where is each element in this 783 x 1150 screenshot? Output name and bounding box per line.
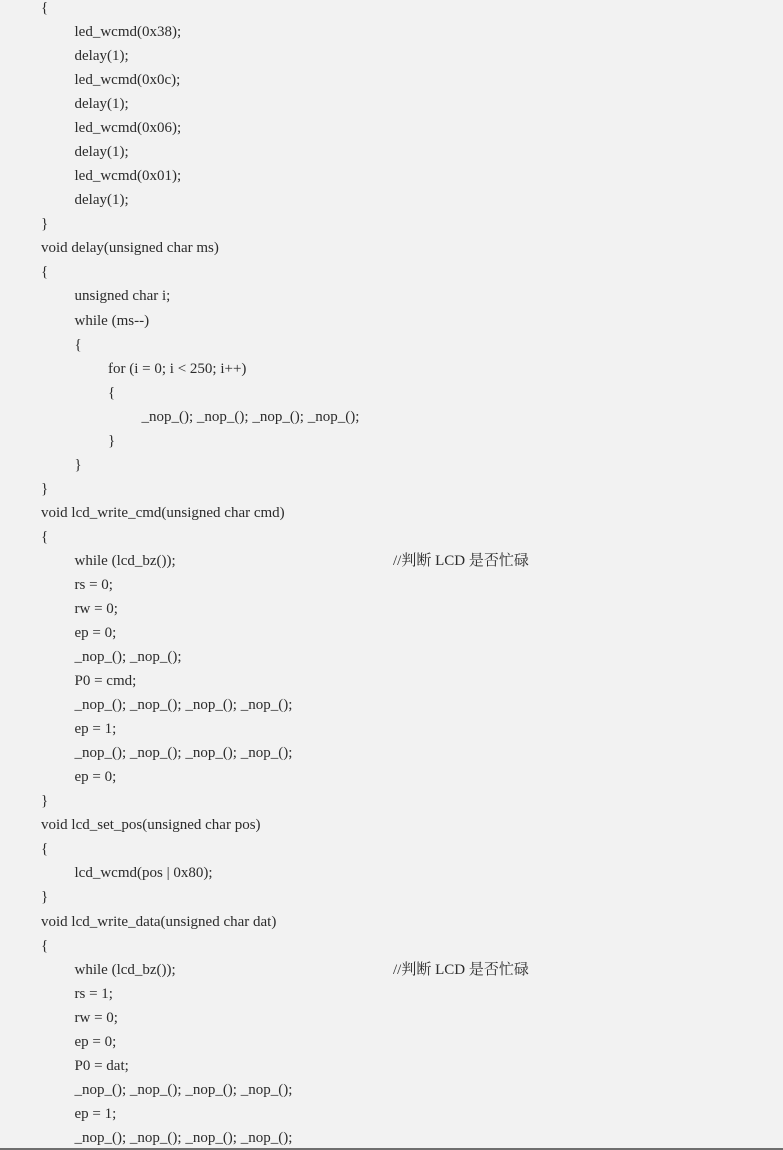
code-line [0, 310, 783, 332]
code-line [0, 1007, 783, 1029]
code-line [0, 935, 783, 957]
code-line [0, 959, 783, 981]
code-text: delay(1); [74, 144, 129, 161]
code-text: ep = 1; [74, 1105, 117, 1122]
code-line [0, 141, 783, 163]
code-line [0, 886, 783, 908]
code-text: while (ms--) [74, 312, 150, 329]
code-line [0, 45, 783, 67]
code-text: void delay(unsigned char ms) [41, 240, 219, 257]
code-line [0, 237, 783, 259]
code-text: { [41, 264, 49, 281]
code-comment: //判断 LCD 是否忙碌 [393, 961, 529, 978]
code-line [0, 1031, 783, 1053]
code-line [0, 0, 783, 19]
code-text: _nop_(); _nop_(); _nop_(); _nop_(); [74, 697, 293, 714]
code-text: ep = 0; [74, 769, 117, 786]
code-text: _nop_(); _nop_(); _nop_(); _nop_(); [74, 1129, 293, 1146]
code-line [0, 1127, 783, 1149]
code-line [0, 574, 783, 596]
code-text: delay(1); [74, 96, 129, 113]
code-line [0, 1055, 783, 1077]
code-line [0, 454, 783, 476]
code-line [0, 117, 783, 139]
code-line [0, 502, 783, 524]
code-text: ep = 1; [74, 721, 117, 738]
code-text: { [41, 0, 49, 16]
code-text: lcd_wcmd(pos | 0x80); [74, 865, 213, 882]
code-line [0, 718, 783, 740]
code-line [0, 766, 783, 788]
code-text: void lcd_set_pos(unsigned char pos) [41, 817, 261, 834]
code-line [0, 93, 783, 115]
code-text: for (i = 0; i < 250; i++) [108, 360, 247, 377]
code-line [0, 862, 783, 884]
code-text: } [41, 480, 49, 497]
code-text: rw = 0; [74, 601, 118, 617]
code-line [0, 261, 783, 283]
code-text: P0 = dat; [74, 1057, 129, 1074]
code-text: void lcd_write_cmd(unsigned char cmd) [41, 504, 285, 521]
code-line [0, 911, 783, 933]
code-text: rs = 1; [74, 985, 113, 1002]
code-line [0, 382, 783, 404]
code-text: _nop_(); _nop_(); _nop_(); _nop_(); [74, 1081, 293, 1098]
code-text: ep = 0; [74, 625, 117, 642]
code-text: while (lcd_bz()); [74, 552, 176, 569]
code-text: void lcd_write_data(unsigned char dat) [41, 913, 277, 930]
code-line [0, 814, 783, 836]
code-line [0, 189, 783, 211]
code-text: _nop_(); _nop_(); [74, 649, 182, 666]
code-text: P0 = cmd; [74, 673, 137, 690]
code-text: { [74, 336, 82, 353]
code-text: led_wcmd(0x0c); [74, 72, 181, 89]
code-text: rw = 0; [74, 1009, 118, 1026]
code-text: while (lcd_bz()); [74, 961, 176, 978]
code-text: { [41, 528, 49, 545]
code-line [0, 358, 783, 380]
code-text: _nop_(); _nop_(); _nop_(); _nop_(); [141, 408, 360, 425]
code-line [0, 694, 783, 716]
code-text: rs = 0; [74, 576, 113, 593]
code-text: led_wcmd(0x01); [74, 168, 182, 185]
code-text: delay(1); [74, 192, 129, 209]
code-line [0, 285, 783, 307]
code-line [0, 526, 783, 548]
code-line [0, 478, 783, 500]
code-text: led_wcmd(0x38); [74, 24, 182, 41]
code-text: { [41, 841, 49, 858]
code-line [0, 670, 783, 692]
code-text: ep = 0; [74, 1033, 117, 1050]
code-text: _nop_(); _nop_(); _nop_(); _nop_(); [74, 745, 293, 762]
code-line [0, 334, 783, 356]
code-line [0, 1079, 783, 1101]
code-line [0, 21, 783, 43]
code-text: } [108, 432, 116, 449]
code-line [0, 646, 783, 668]
code-line [0, 598, 783, 620]
code-comment: //判断 LCD 是否忙碌 [393, 552, 529, 569]
code-text: led_wcmd(0x06); [74, 120, 182, 137]
code-line [0, 406, 783, 428]
code-text: } [41, 889, 49, 906]
code-line [0, 213, 783, 235]
code-line [0, 983, 783, 1005]
code-line [0, 165, 783, 187]
code-line [0, 69, 783, 91]
code-line [0, 1103, 783, 1125]
code-line [0, 550, 783, 572]
code-line [0, 622, 783, 644]
code-text: } [41, 793, 49, 810]
code-line [0, 742, 783, 764]
code-line [0, 838, 783, 860]
code-text: delay(1); [74, 48, 129, 65]
code-text: { [41, 937, 49, 954]
code-text: } [74, 456, 82, 473]
code-text: } [41, 216, 49, 233]
code-line [0, 430, 783, 452]
code-text: { [108, 384, 116, 401]
code-text: unsigned char i; [74, 288, 171, 305]
code-line [0, 790, 783, 812]
